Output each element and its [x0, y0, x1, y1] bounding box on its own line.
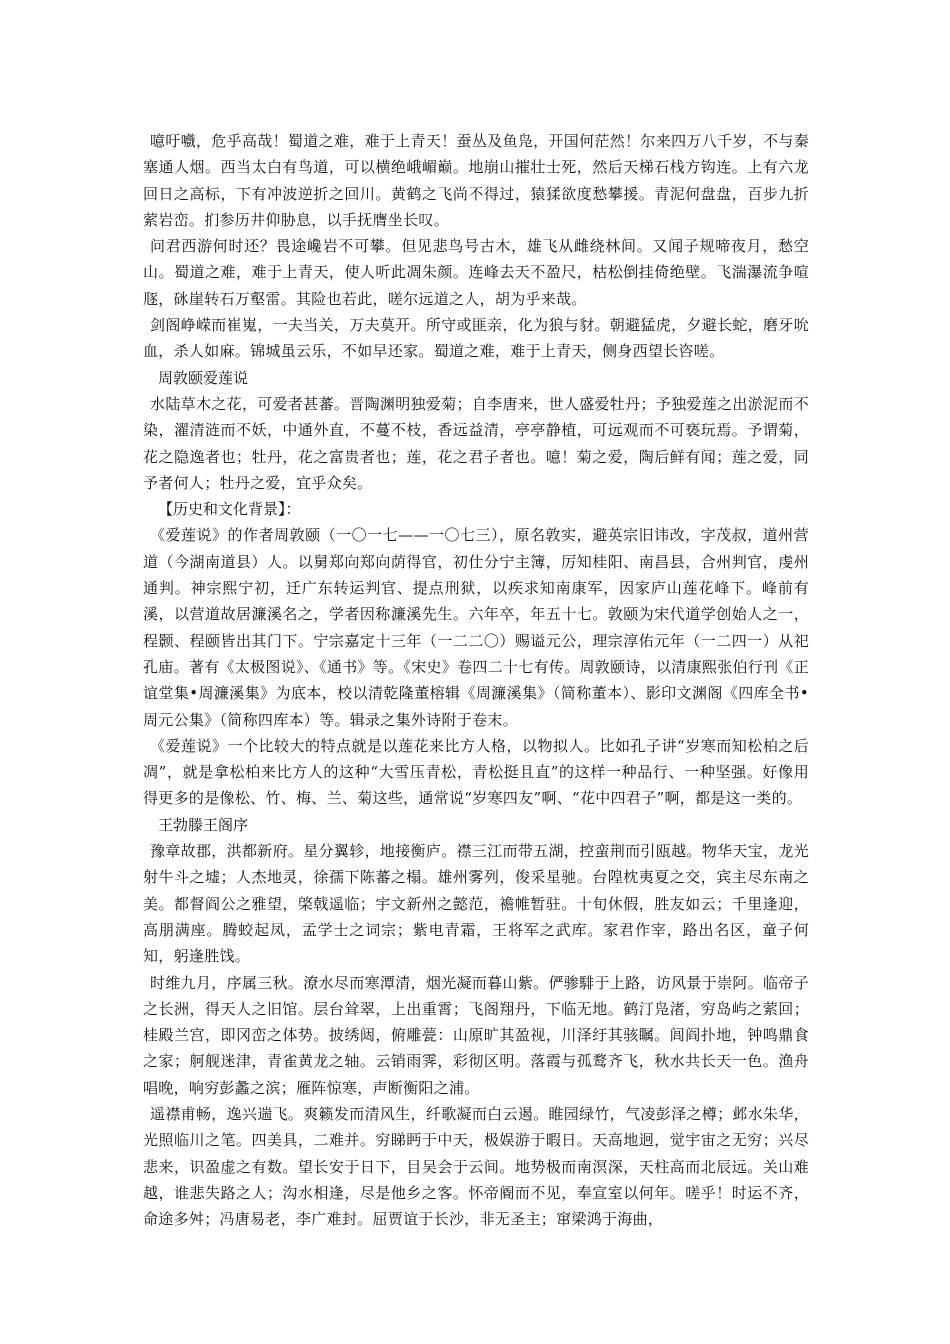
document-body [143, 128, 809, 1232]
ailianshuo-title: 周敦颐爱莲说 [158, 368, 249, 387]
ailianshuo-paragraph-1: 水陆草木之花，可爱者甚蕃。晋陶渊明独爱菊；自李唐来，世人盛爱牡丹；予独爱莲之出淤泥而不染，濯清涟而不妖，中通外直，不蔓不枝，香远益清，亭亭静植，可远观而不可亵玩焉。予谓菊，花之隐逸者也；牡丹，花之富贵者也；莲，花之君子者也。噫！菊之爱，陶后鲜有闻；莲之爱，同予者何人；牡丹之爱，宜乎众矣。 [143, 394, 809, 492]
shudaonan-paragraph-1: 噫吁嚱，危乎高哉！蜀道之难，难于上青天！蚕丛及鱼凫，开国何茫然！尔来四万八千岁，不与秦塞通人烟。西当太白有鸟道，可以横绝峨嵋巅。地崩山摧壮士死，然后天梯石栈方钩连。上有六龙回日之高标，下有冲波逆折之回川。黄鹤之飞尚不得过，猿猱欲度愁攀援。青泥何盘盘，百步九折萦岩峦。扪参历井仰胁息，以手抚膺坐长叹。 [143, 132, 809, 229]
shudaonan-paragraph-3: 剑阁峥嵘而崔嵬，一夫当关，万夫莫开。所守或匪亲，化为狼与豺。朝避猛虎，夕避长蛇，磨牙吮血，杀人如麻。锦城虽云乐，不如早还家。蜀道之难，难于上青天，侧身西望长咨嗟。 [143, 316, 809, 361]
tengwangge-paragraph-2: 时维九月，序属三秋。潦水尽而寒潭清，烟光凝而暮山紫。俨骖騑于上路，访风景于崇阿。临帝子之长洲，得天人之旧馆。层台耸翠，上出重霄；飞阁翔丹，下临无地。鹤汀凫渚，穷岛屿之萦回；桂殿兰宫，即冈峦之体势。披绣闼，俯雕甍：山原旷其盈视，川泽纡其骇瞩。闾阎扑地，钟鸣鼎食之家；舸舰迷津，青雀黄龙之轴。云销雨霁，彩彻区明。落霞与孤鹜齐飞，秋水共长天一色。渔舟唱晚，响穷彭蠡之滨；雁阵惊寒，声断衡阳之浦。 [143, 973, 809, 1097]
shudaonan-paragraph-2: 问君西游何时还？畏途巉岩不可攀。但见悲鸟号古木，雄飞从雌绕林间。又闻子规啼夜月，愁空山。蜀道之难，难于上青天，使人听此凋朱颜。连峰去天不盈尺，枯松倒挂倚绝壁。飞湍瀑流争喧豗，砯崖转石万壑雷。其险也若此，嗟尔远道之人，胡为乎来哉。 [143, 237, 809, 308]
ailianshuo-paragraph-3: 《爱莲说》一个比较大的特点就是以莲花来比方人格，以物拟人。比如孔子讲“岁寒而知松柏之后凋”，就是拿松柏来比方人的这种“大雪压青松，青松挺且直”的这样一种品行、一种坚强。好像用得更多的是像松、竹、梅、兰、菊这些，通常说“岁寒四友”啊、“花中四君子”啊，都是这一类的。 [143, 736, 809, 808]
tengwangge-paragraph-1: 豫章故郡，洪都新府。星分翼轸，地接衡庐。襟三江而带五湖，控蛮荆而引瓯越。物华天宝，龙光射牛斗之墟；人杰地灵，徐孺下陈蕃之榻。雄州雾列，俊采星驰。台隍枕夷夏之交，宾主尽东南之美。都督阎公之雅望，棨戟遥临；宇文新州之懿范，襜帷暂驻。十旬休假，胜友如云；千里逢迎，高朋满座。腾蛟起凤，孟学士之词宗；紫电青霜，王将军之武库。家君作宰，路出名区，童子何知，躬逢胜饯。 [143, 842, 809, 966]
ailianshuo-paragraph-2: 《爱莲说》的作者周敦颐（一〇一七——一〇七三），原名敦实，避英宗旧讳改，字茂叔，道州营道（今湖南道县）人。以舅郑向郑向荫得官，初仕分宁主簿，厉知桂阳、南昌县，合州判官，虔州通判。神宗熙宁初，迁广东转运判官、提点刑狱，以疾求知南康军，因家庐山莲花峰下。峰前有溪，以营道故居濂溪名之，学者因称濂溪先生。六年卒，年五十七。敦颐为宋代道学创始人之一，程颢、程颐皆出其门下。宁宗嘉定十三年（一二二〇）赐谥元公，理宗淳佑元年（一二四一）从祀孔庙。著有《太极图说》、《通书》等。《宋史》卷四二十七有传。周敦颐诗，以清康熙张伯行刊《正谊堂集•周濂溪集》为底本，校以清乾隆董榕辑《周濂溪集》（简称董本）、影印文渊阁《四库全书•周元公集》（简称四库本）等。辑录之集外诗附于卷末。 [143, 526, 810, 729]
tengwangge-title: 王勃滕王阁序 [158, 815, 249, 834]
tengwangge-paragraph-3: 遥襟甫畅，逸兴遄飞。爽籁发而清风生，纤歌凝而白云遏。睢园绿竹，气凌彭泽之樽；邺水朱华，光照临川之笔。四美具，二难并。穷睇眄于中天，极娱游于暇日。天高地迥，觉宇宙之无穷；兴尽悲来，识盈虚之有数。望长安于日下，目吴会于云间。地势极而南溟深，天柱高而北辰远。关山难越，谁悲失路之人；沟水相逢，尽是他乡之客。怀帝阍而不见，奉宣室以何年。嗟乎！时运不齐，命途多舛；冯唐易老，李广难封。屈贾谊于长沙，非无圣主；窜梁鸿于海曲， [143, 1104, 809, 1229]
background-heading: 【历史和文化背景】： [158, 500, 301, 519]
